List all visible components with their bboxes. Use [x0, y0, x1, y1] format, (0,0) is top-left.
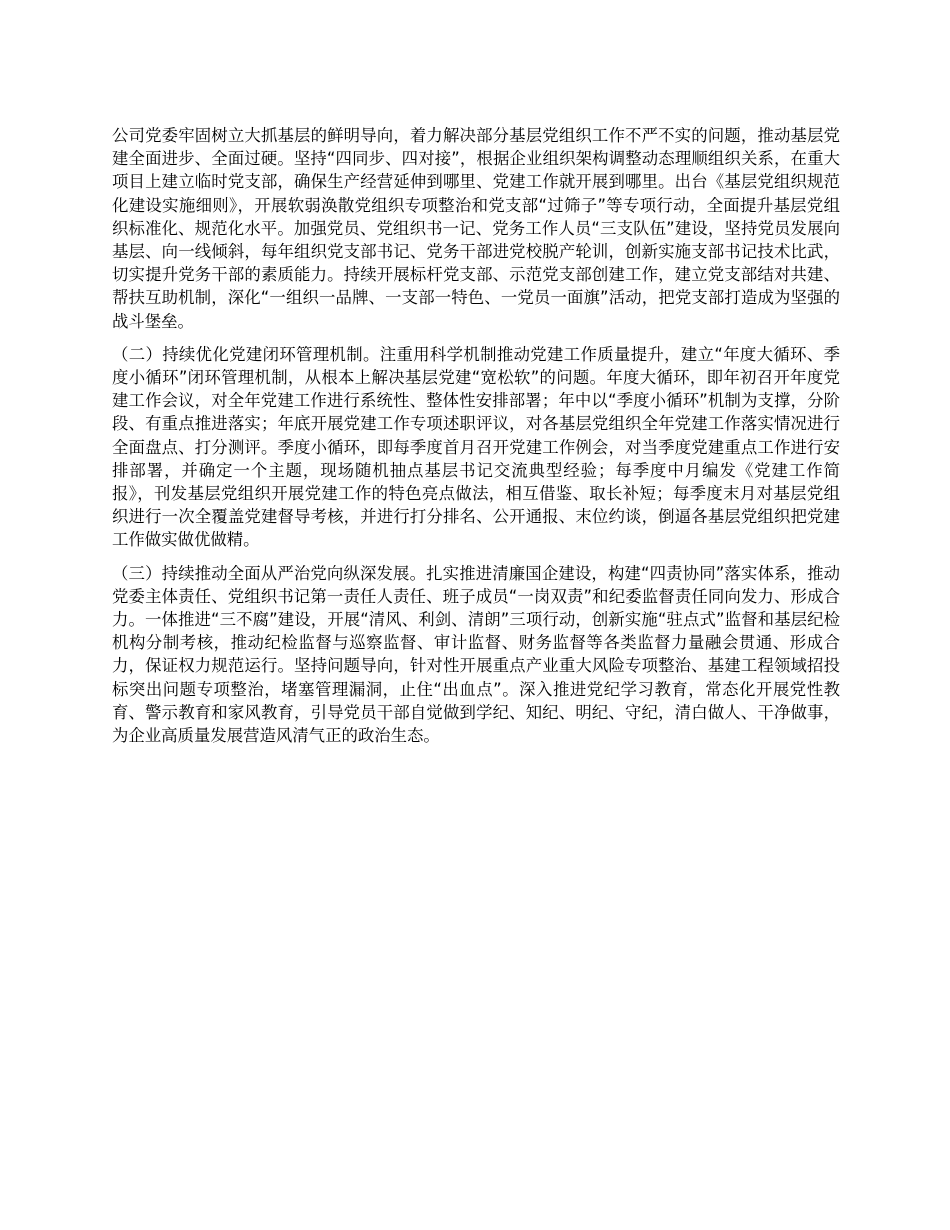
paragraph-1: 公司党委牢固树立大抓基层的鲜明导向，着力解决部分基层党组织工作不严不实的问题，推动基层党建全面进步、全面过硬。坚持“四同步、四对接”，根据企业组织架构调整动态理顺组织关系，在重大项目上建立临时党支部，确保生产经营延伸到哪里、党建工作就开展到哪里。出台《基层党组织规范化建设实施细则》，开展软弱涣散党组织专项整治和党支部“过筛子”等专项行动，全面提升基层党组织标准化、规范化水平。加强党员、党组织书一记、党务工作人员“三支队伍”建设，坚持党员发展向基层、向一线倾斜，每年组织党支部书记、党务干部进党校脱产轮训，创新实施支部书记技术比武，切实提升党务干部的素质能力。持续开展标杆党支部、示范党支部创建工作，建立党支部结对共建、帮扶互助机制，深化“一组织一品牌、一支部一特色、一党员一面旗”活动，把党支部打造成为坚强的战斗堡垒。 — [112, 126, 840, 331]
paragraph-3: （三）持续推动全面从严治党向纵深发展。扎实推进清廉国企建设，构建“四责协同”落实体系，推动党委主体责任、党组织书记第一责任人责任、班子成员“一岗双责”和纪委监督责任同向发力、形成合力。一体推进“三不腐”建设，开展“清风、利剑、清朗”三项行动，创新实施“驻点式”监督和基层纪检机构分制考核，推动纪检监督与巡察监督、审计监督、财务监督等各类监督力量融会贯通、形成合力，保证权力规范运行。坚持问题导向，针对性开展重点产业重大风险专项整治、基建工程领域招投标突出问题专项整治，堵塞管理漏洞，止住“出血点”。深入推进党纪学习教育，常态化开展党性教育、警示教育和家风教育，引导党员干部自觉做到学纪、知纪、明纪、守纪，清白做人、干净做事，为企业高质量发展营造风清气正的政治生态。 — [112, 563, 840, 746]
paragraph-2: （二）持续优化党建闭环管理机制。注重用科学机制推动党建工作质量提升，建立“年度大循环、季度小循环”闭环管理机制，从根本上解决基层党建“宽松软”的问题。年度大循环，即年初召开年度党建工作会议，对全年党建工作进行系统性、整体性安排部署；年中以“季度小循环”机制为支撑，分阶段、有重点推进落实；年底开展党建工作专项述职评议，对各基层党组织全年党建工作落实情况进行全面盘点、打分测评。季度小循环，即每季度首月召开党建工作例会，对当季度党建重点工作进行安排部署，并确定一个主题，现场随机抽点基层书记交流典型经验；每季度中月编发《党建工作简报》，刊发基层党组织开展党建工作的特色亮点做法，相互借鉴、取长补短；每季度末月对基层党组织进行一次全覆盖党建督导考核，并进行打分排名、公开通报、末位约谈，倒逼各基层党组织把党建工作做实做优做精。 — [112, 344, 840, 550]
document-body — [112, 124, 840, 757]
